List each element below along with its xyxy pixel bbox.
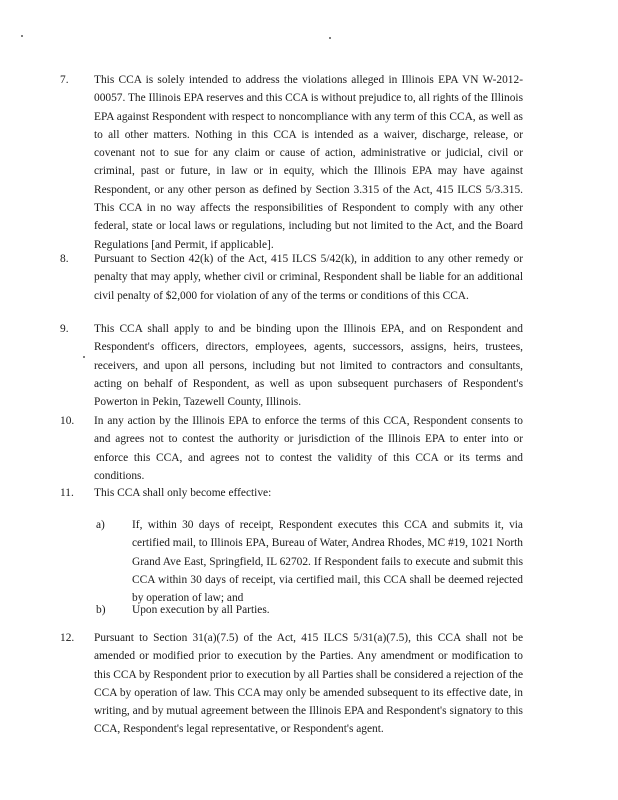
paragraph-number: 12. (60, 632, 75, 644)
paragraph-text: Pursuant to Section 31(a)(7.5) of the Act, 415 ILCS 5/31(a)(7.5), this CCA shall not be amended or modified prior to execution by the Parties. Any amendment or modification to this CCA by Respondent prior to execution by all Parties shall be considered a rejection of the CCA by operation of law. This CCA may only be amended subsequent to its effective date, in writing, and by mutual agreement between the Illinois EPA and Respondent's signatory to this CCA, Respondent's legal representative, or Respondent's agent. (94, 632, 523, 736)
paragraph-text: This CCA shall only become effective: (94, 487, 272, 499)
subitem-label: a) (96, 519, 105, 531)
paragraph-number: 11. (60, 487, 74, 499)
subitem-label: b) (96, 604, 106, 616)
paragraph-text: This CCA is solely intended to address the violations alleged in Illinois EPA VN W-2012-00057. The Illinois EPA reserves and this CCA is without prejudice to, all rights of the Illinois EPA against Respondent with respect to noncompliance with any term of this CCA, as well as to all other matters. Nothing in this CCA is intended as a waiver, discharge, release, or covenant not to sue for any claim or cause of action, administrative or judicial, civil or criminal, past or future, in law or in equity, which the Illinois EPA may have against Respondent, or any other person as defined by Section 3.315 of the Act, 415 ILCS 5/3.315. This CCA in no way affects the responsibilities of Respondent to comply with any other federal, state or local laws or regulations, including but not limited to the Act, and the Board Regulations [and Permit, if applicable]. (94, 74, 524, 251)
subitem-text: Upon execution by all Parties. (132, 604, 270, 616)
paragraph-number: 7. (60, 74, 69, 86)
paragraph-text: In any action by the Illinois EPA to enforce the terms of this CCA, Respondent consents to and agrees not to contest the authority or jurisdiction of the Illinois EPA to enter into or enforce this CCA, and agrees not to contest the validity of this CCA or its terms and conditions. (94, 415, 523, 482)
paragraph-text: This CCA shall apply to and be binding upon the Illinois EPA, and on Respondent and Respondent's officers, directors, employees, agents, successors, assigns, heirs, trustees, receivers, and upon all persons, including but not limited to contractors and consultants, acting on behalf of Respondent, as well as upon subsequent purchasers of Respondent's Powerton in Pekin, Tazewell County, Illinois. (94, 323, 523, 409)
paragraph-number: 8. (60, 253, 69, 265)
subitem-text: If, within 30 days of receipt, Respondent executes this CCA and submits it, via certified mail, to Illinois EPA, Bureau of Water, Andrea Rhodes, MC #19, 1021 North Grand Ave East, Springfield, IL 62702. If Respondent fails to execute and submit this CCA within 30 days of receipt, via certified mail, this CCA shall be deemed rejected by operation of law; and (132, 519, 523, 605)
scan-speck (329, 37, 331, 39)
scan-speck (83, 356, 85, 358)
paragraph-number: 10. (60, 415, 75, 427)
paragraph-text: Pursuant to Section 42(k) of the Act, 415 ILCS 5/42(k), in addition to any other remedy or penalty that may apply, whether civil or criminal, Respondent shall be liable for an additional civil penalty of $2,000 for violation of any of the terms or conditions of this CCA. (94, 253, 523, 302)
paragraph-number: 9. (60, 323, 69, 335)
scan-speck (21, 35, 23, 37)
